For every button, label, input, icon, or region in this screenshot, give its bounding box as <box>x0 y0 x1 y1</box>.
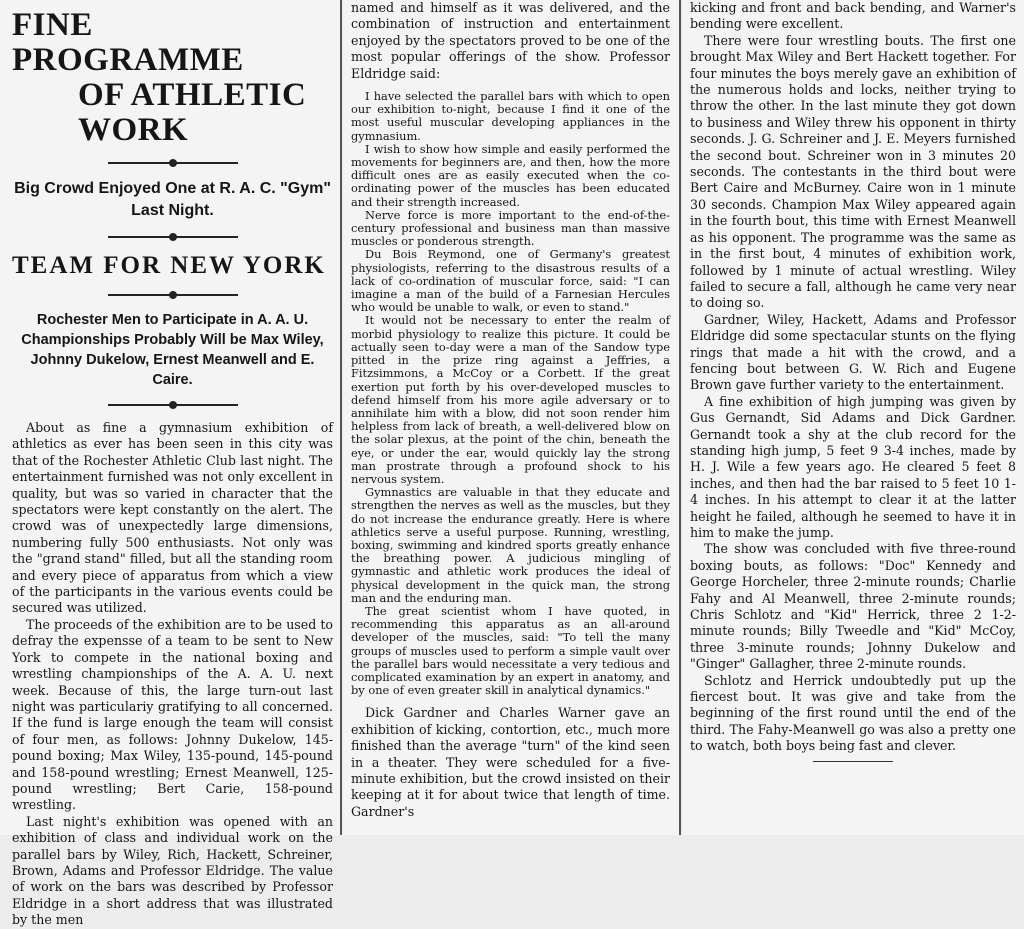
paragraph: The proceeds of the exhibition are to be used to defray the expensse of a team to be sent to New York to compete in the national boxing and wrestling championships of the A. A. U. next week. Because of this, the large turn-out last night was particulariy gratifying to all concerned. If the fund is large enough the team will consist of four men, as follows: Johnny Dukelow, 145-pound boxing; Max Wiley, 135-pound, 145-pound and 158-pound wrestling; Ernest Meanwell, 125-pound wrestling; Bert Carie, 158-pound wrestling. <box>12 616 333 813</box>
quoted-paragraph: It would not be necessary to enter the realm of morbid physiology to realize this picture. It could be actually seen to-day were a man of the Sandow type pitted in the prize ring against a Jeffries, a Fitzsimmons, a McCoy or a Corbett. If the great exertion put forth by his over-developed muscles to defend himself from his more agile adversary or to annihilate him with a blow, did not soon render him helpless from lack of breath, a well-delivered blow on the solar plexus, at the point of the chin, beneath the eye, or under the ear, would quickly lay the strong man prostrate through a profound shock to his nervous system. <box>351 313 670 486</box>
quoted-paragraph: Du Bois Reymond, one of Germany's greatest physiologists, referring to the disastrous results of a lack of co-ordination of muscular force, said: "I can imagine a man of the build of a Farnesian Hercules who would be unable to walk, or even to stand." <box>351 247 670 315</box>
secondary-subheadline: Rochester Men to Participate in A. A. U. Championships Probably Will be Max Wiley, Johnny Dukelow, Ernest Meanwell and E. Caire. <box>21 312 324 388</box>
quoted-paragraph: I have selected the parallel bars with which to open our exhibition to-night, because I find it one of the most useful muscular developing appliances in the gymnasium. <box>351 89 670 143</box>
paragraph: A fine exhibition of high jumping was given by Gus Gernandt, Sid Adams and Dick Gardner. Gernandt took a shy at the club record for the standing high jump, 5 feet 9 3-4 inches, made by H. J. Wile a few years ago. He cleared 5 feet 8 inches, and then had the bar raised to 5 feet 10 1-4 inches. In his attempt to clear it at the latter height he failed, although he seemed to have it in him to make the jump. <box>690 393 1016 540</box>
paragraph: There were four wrestling bouts. The first one brought Max Wiley and Bert Hackett together. For four minutes the boys merely gave an exhibition of the numerous holds and locks, neither trying to throw the other. In the last minute they got down to business and Wiley threw his opponent in thirty seconds. J. G. Schreiner and J. E. Meyers furnished the second bout. Schreiner won in 3 minutes 20 seconds. The contestants in the third bout were Bert Caire and McBurney. Caire won in 1 minute 30 seconds. Champion Max Wiley appeared again in the fourth bout, this time with Ernest Meanwell as his opponent. The programme was the same as in the first bout, 4 minutes of exhibition work, followed by 1 minute of actual wrestling. Wiley failed to secure a fall, although he came very near to doing so. <box>690 32 1016 311</box>
paragraph: About as fine a gymnasium exhibition of athletics as ever has been seen in this city was that of the Rochester Athletic Club last night. The entertainment furnished was not only excellent in quality, but was so varied in character that the spectators were kept constantly on the alert. The crowd was of unexpectedly large dimensions, numbering fully 500 enthusiasts. Not only was the "grand stand" filled, but all the standing room and every piece of apparatus from which a view of the participants in the various events could be secured was utilized. <box>12 420 333 616</box>
subheadline: Big Crowd Enjoyed One at R. A. C. "Gym" Last Night. <box>14 180 331 219</box>
column-rule <box>340 0 342 835</box>
secondary-headline: TEAM FOR NEW YORK <box>12 252 326 279</box>
ornament-divider <box>108 398 238 412</box>
end-rule <box>813 761 893 762</box>
paragraph: The show was concluded with five three-round boxing bouts, as follows: "Doc" Kennedy and George Horcheler, three 2-minute rounds; Charlie Fahy and Al Meanwell, three 2-minute rounds; Chris Schlotz and "Kid" Herrick, three 2 1-2-minute rounds; Billy Tweedle and "Kid" McCoy, three 3-minute rounds; Johnny Dukelow and "Ginger" Gallagher, three 2-minute rounds. <box>690 541 1016 672</box>
paragraph: Schlotz and Herrick undoubtedly put up the fiercest bout. It was give and take from the beginning of the first round until the end of the third. The Fahy-Meanwell go was also a pretty one to watch, both boys being fast and clever. <box>690 672 1016 754</box>
headline-line-1: FINE PROGRAMME <box>12 7 244 78</box>
column-1 <box>0 0 340 928</box>
column-rule <box>679 0 681 835</box>
quoted-paragraph: Nerve force is more important to the end-of-the-century professional and business man than massive muscles or ponderous strength. <box>351 207 670 249</box>
paragraph: Last night's exhibition was opened with an exhibition of class and individual work on the parallel bars by Wiley, Rich, Hackett, Schreiner, Brown, Adams and Professor Eldridge. The value of work on the bars was described by Professor Eldridge in a short address that was illustrated by the men <box>12 813 333 928</box>
paragraph: kicking and front and back bending, and Warner's bending were excellent. <box>690 0 1016 32</box>
paragraph: Gardner, Wiley, Hackett, Adams and Professor Eldridge did some spectacular stunts on the flying rings that made a hit with the crowd, and a fencing bout between G. W. Rich and Eugene Brown gave further variety to the entertainment. <box>690 311 1016 393</box>
quoted-paragraph: Gymnastics are valuable in that they educate and strengthen the nerves as well as the muscles, but they do not increase the endurance greatly. Here is where athletics serve a useful purpose. Running, wrestling, boxing, swimming and kindred sports greatly enhance the breathing power. A judicious mingling of gymnastic and athletic work produces the ideal of physical development in the quick man, the strong man and the enduring man. <box>351 485 670 605</box>
quoted-paragraph: The great scientist whom I have quoted, in recommending this apparatus as an all-around developer of the muscles, said: "To tell the many groups of muscles used to perform a simple vault over the parallel bars would necessitate a very tedious and complicated examination by an expert in anatomy, and by one of even greater skill in analytical dynamics." <box>351 603 670 698</box>
ornament-divider <box>108 156 238 170</box>
ornament-divider <box>108 288 238 302</box>
paragraph: named and himself as it was delivered, and the combination of instruction and entertainment enjoyed by the spectators proved to be one of the most popular offerings of the show. Professor Eldridge said: <box>351 0 670 81</box>
column-2 <box>343 0 679 835</box>
headline-line-2: OF ATHLETIC WORK <box>78 77 307 148</box>
quoted-paragraph: I wish to show how simple and easily performed the movements for beginners are, and then, how the more difficult ones are as easily executed when the co-ordinating power of the muscles has been educated and their strength increased. <box>351 141 670 209</box>
ornament-divider <box>108 230 238 244</box>
column-3 <box>682 0 1024 835</box>
paragraph: Dick Gardner and Charles Warner gave an exhibition of kicking, contortion, etc., much more finished than the average "turn" of the kind seen in a theater. They were scheduled for a five-minute exhibition, but the crowd insisted on their keeping at it for about twice that length of time. Gardner's <box>351 705 670 819</box>
